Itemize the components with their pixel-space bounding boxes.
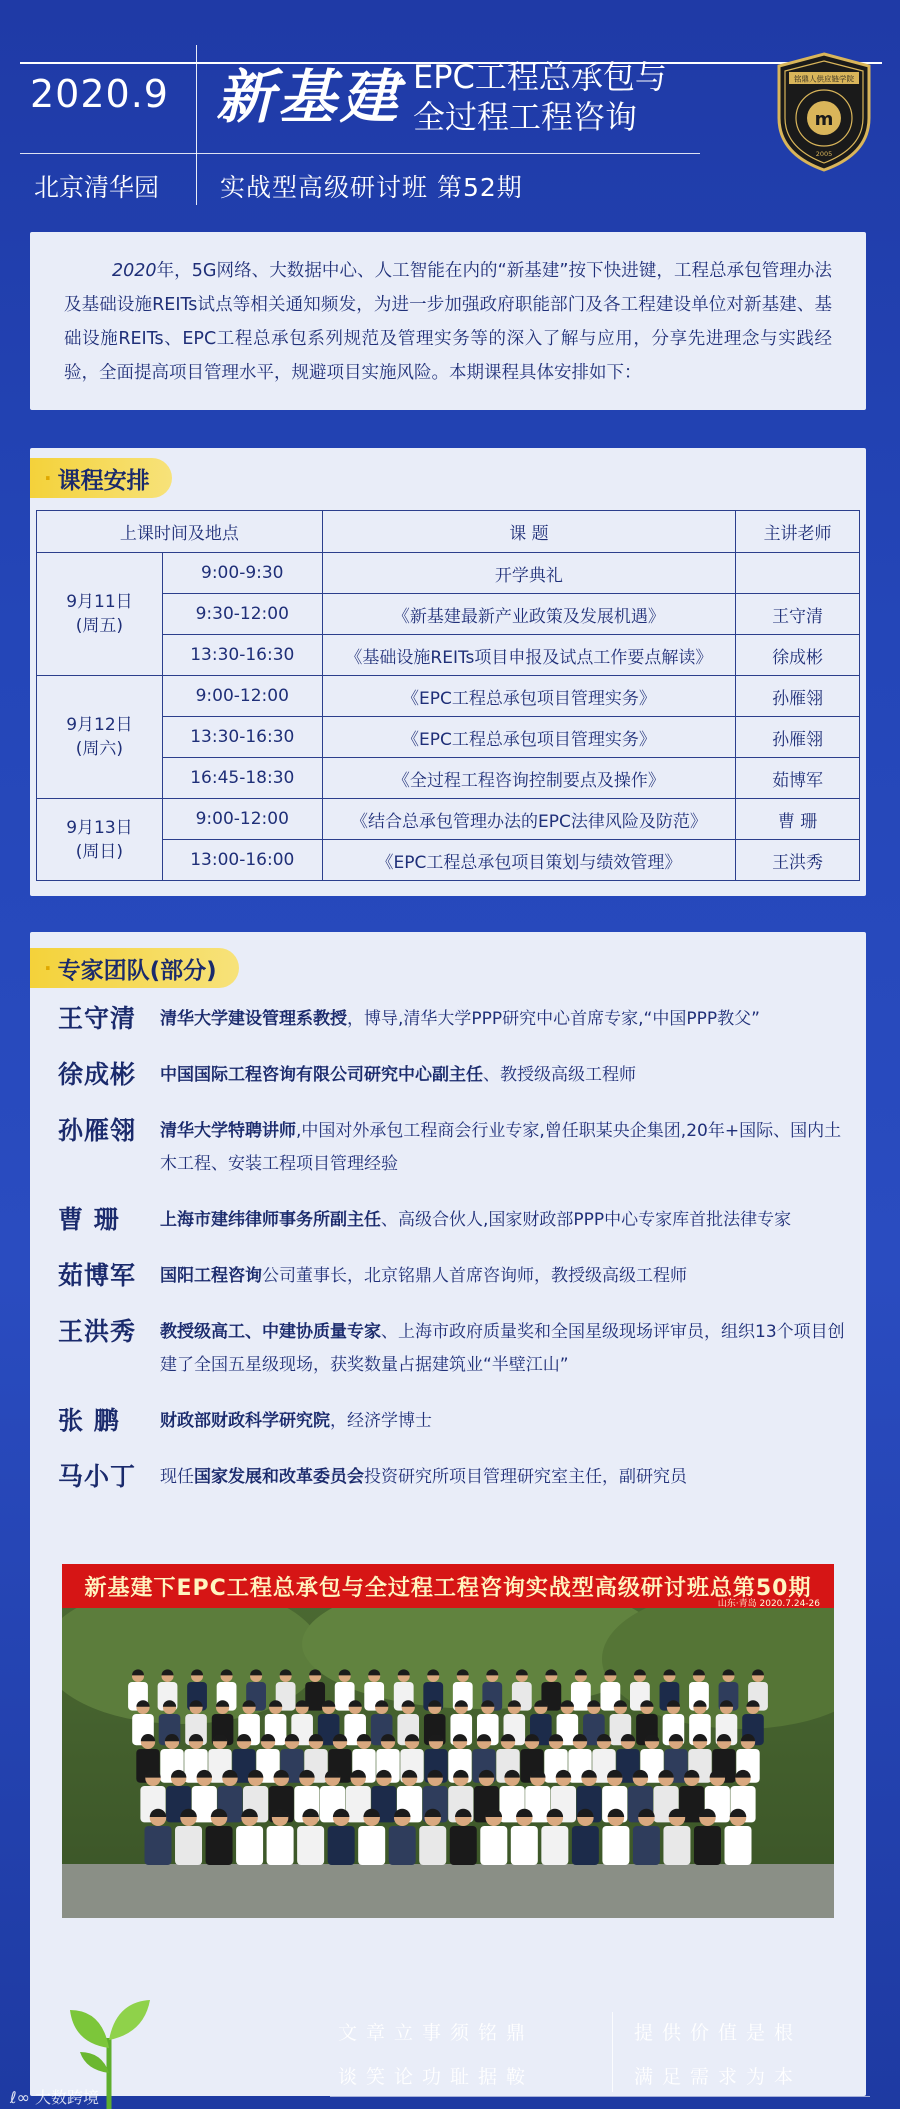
footer-divider (612, 2012, 613, 2092)
header-topic: 课 题 (322, 511, 735, 553)
expert-name: 王洪秀 (58, 1317, 137, 1346)
expert-desc: 清华大学建设管理系教授，博导,清华大学PPP研究中心首席专家,“中国PPP教父” (160, 1009, 760, 1029)
session-time: 13:30-16:30 (162, 717, 322, 758)
school-logo-icon (775, 52, 873, 172)
watermark-text: 大数跨境 (35, 2088, 100, 2107)
expert-item (58, 1058, 858, 1092)
expert-title: 国阳工程咨询 (160, 1266, 262, 1286)
expert-item (58, 1404, 858, 1438)
expert-item (58, 1203, 858, 1237)
session-teacher: 孙雁翎 (736, 717, 860, 758)
session-teacher (736, 553, 860, 594)
slogan-left-1: 文章立事须铭鼎 (338, 2022, 535, 2044)
event-year: 2020.9 (30, 72, 169, 116)
group-photo (62, 1564, 834, 1918)
schedule-section-title: 课程安排 (57, 467, 150, 494)
expert-title: 清华大学建设管理系教授 (160, 1009, 347, 1029)
expert-item (58, 1460, 858, 1494)
table-row (37, 553, 860, 594)
expert-desc: 国阳工程咨询公司董事长，北京铭鼎人首席咨询师，教授级高级工程师 (160, 1266, 687, 1286)
session-teacher: 茹博军 (736, 758, 860, 799)
header-mid-rule (20, 153, 700, 154)
expert-title: 国家发展和改革委员会 (194, 1467, 364, 1487)
footer-rule (330, 2096, 870, 2097)
photo-banner: 新基建下EPC工程总承包与全过程工程咨询实战型高级研讨班总第50期 (62, 1564, 834, 1608)
experts-panel (30, 932, 866, 2096)
header-teacher: 主讲老师 (736, 511, 860, 553)
session-topic: 《EPC工程总承包项目策划与绩效管理》 (322, 840, 735, 881)
session-topic: 《EPC工程总承包项目管理实务》 (322, 717, 735, 758)
title-line-1: EPC工程总承包与 (413, 58, 667, 96)
intro-year: 2020 (112, 261, 157, 281)
intro-panel (30, 232, 866, 410)
schedule-body (37, 553, 860, 881)
expert-name: 孙雁翎 (58, 1116, 137, 1145)
header-divider (196, 45, 197, 205)
watermark (10, 2085, 99, 2108)
day-weekday: (周五) (75, 616, 124, 636)
photo-date: 山东·青岛 2020.7.24-26 (717, 1599, 820, 1609)
session-teacher: 徐成彬 (736, 635, 860, 676)
session-time: 9:00-9:30 (162, 553, 322, 594)
schedule-section-tag (30, 458, 172, 498)
session-teacher: 王洪秀 (736, 840, 860, 881)
experts-section-title: 专家团队(部分) (57, 957, 217, 984)
expert-list (58, 1002, 858, 1516)
experts-section-tag (30, 948, 239, 988)
session-topic: 《新基建最新产业政策及发展机遇》 (322, 594, 735, 635)
watermark-logo-icon: ℓ∞ (10, 2088, 36, 2107)
session-time: 9:30-12:00 (162, 594, 322, 635)
table-row (37, 676, 860, 717)
slogan-left-2: 谈笑论功耻据鞍 (338, 2066, 535, 2088)
session-teacher: 曹 珊 (736, 799, 860, 840)
brush-title: 新基建 (216, 63, 403, 131)
event-location: 北京清华园 (34, 173, 160, 202)
day-date: 9月11日 (66, 592, 133, 612)
logo-cn-text: 铭鼎人供应链学院 (794, 74, 854, 84)
day-date: 9月12日 (66, 715, 133, 735)
day-weekday: (周六) (75, 739, 124, 759)
expert-item (58, 1114, 858, 1181)
session-teacher: 王守清 (736, 594, 860, 635)
session-topic: 《基础设施REITs项目申报及试点工作要点解读》 (322, 635, 735, 676)
session-topic: 《EPC工程总承包项目管理实务》 (322, 676, 735, 717)
day-cell (37, 799, 163, 881)
expert-name: 王守清 (58, 1004, 137, 1033)
expert-item (58, 1002, 858, 1036)
session-time: 13:00-16:00 (162, 840, 322, 881)
page-footer (0, 1988, 900, 2109)
session-topic: 《全过程工程咨询控制要点及操作》 (322, 758, 735, 799)
intro-body: 年，5G网络、大数据中心、人工智能在内的“新基建”按下快进键，工程总承包管理办法及基础设施REITs试点等相关通知频发，为进一步加强政府职能部门及各工程建设单位对新基建、基础设施REITs、EPC工程总承包系列规范及管理实务等的深入了解与应用，分享先进理念与实践经验，全面提高项目管理水平，规避项目实施风险。本期课程具体安排如下： (64, 261, 832, 383)
day-cell (37, 553, 163, 676)
session-time: 13:30-16:30 (162, 635, 322, 676)
expert-title: 上海市建纬律师事务所副主任 (160, 1210, 381, 1230)
table-row (37, 799, 860, 840)
title-line-2: 全过程工程咨询 (413, 98, 638, 136)
expert-desc: 中国国际工程咨询有限公司研究中心副主任、教授级高级工程师 (160, 1065, 636, 1085)
intro-paragraph (64, 254, 832, 390)
expert-desc: 上海市建纬律师事务所副主任、高级合伙人,国家财政部PPP中心专家库首批法律专家 (160, 1210, 792, 1230)
expert-title: 中国国际工程咨询有限公司研究中心副主任 (160, 1065, 483, 1085)
session-topic: 《结合总承包管理办法的EPC法律风险及防范》 (322, 799, 735, 840)
expert-name: 马小丁 (58, 1462, 137, 1491)
expert-title: 清华大学特聘讲师 (160, 1121, 296, 1141)
expert-item (58, 1259, 858, 1293)
svg-text:m: m (814, 109, 834, 130)
expert-name: 曹 珊 (58, 1205, 120, 1234)
header-time-place: 上课时间及地点 (37, 511, 323, 553)
session-topic: 开学典礼 (322, 553, 735, 594)
expert-desc: 现任国家发展和改革委员会投资研究所项目管理研究室主任，副研究员 (160, 1467, 687, 1487)
expert-desc: 教授级高工、中建协质量专家、上海市政府质量奖和全国星级现场评审员，组织13个项目创建了全国五星级现场，获奖数量占据建筑业“半壁江山” (160, 1322, 845, 1375)
group-photo-illustration (62, 1564, 834, 1918)
expert-desc: 清华大学特聘讲师,中国对外承包工程商会行业专家,曾任职某央企集团,20年+国际、国内土木工程、安装工程项目管理经验 (160, 1121, 842, 1174)
bullet-icon: · (44, 466, 52, 490)
session-time: 9:00-12:00 (162, 676, 322, 717)
expert-title: 教授级高工、中建协质量专家 (160, 1322, 381, 1342)
expert-name: 徐成彬 (58, 1060, 137, 1089)
schedule-panel (30, 448, 866, 896)
logo-year: 2005 (815, 150, 833, 158)
slogan-right-2: 满足需求为本 (634, 2066, 803, 2088)
expert-desc: 财政部财政科学研究院，经济学博士 (160, 1411, 432, 1431)
day-cell (37, 676, 163, 799)
slogan-right-1: 提供价值是根 (634, 2022, 803, 2044)
event-subtitle: 实战型高级研讨班 第52期 (220, 173, 523, 202)
expert-name: 茹博军 (58, 1261, 137, 1290)
bullet-icon: · (44, 956, 52, 980)
session-time: 9:00-12:00 (162, 799, 322, 840)
expert-name: 张 鹏 (58, 1406, 120, 1435)
schedule-table (36, 510, 860, 881)
day-date: 9月13日 (66, 817, 133, 838)
day-weekday: (周日) (75, 841, 124, 862)
expert-item (58, 1315, 858, 1382)
table-header-row (37, 511, 860, 553)
expert-title: 财政部财政科学研究院 (160, 1411, 330, 1431)
session-teacher: 孙雁翎 (736, 676, 860, 717)
session-time: 16:45-18:30 (162, 758, 322, 799)
page-header (0, 0, 900, 215)
